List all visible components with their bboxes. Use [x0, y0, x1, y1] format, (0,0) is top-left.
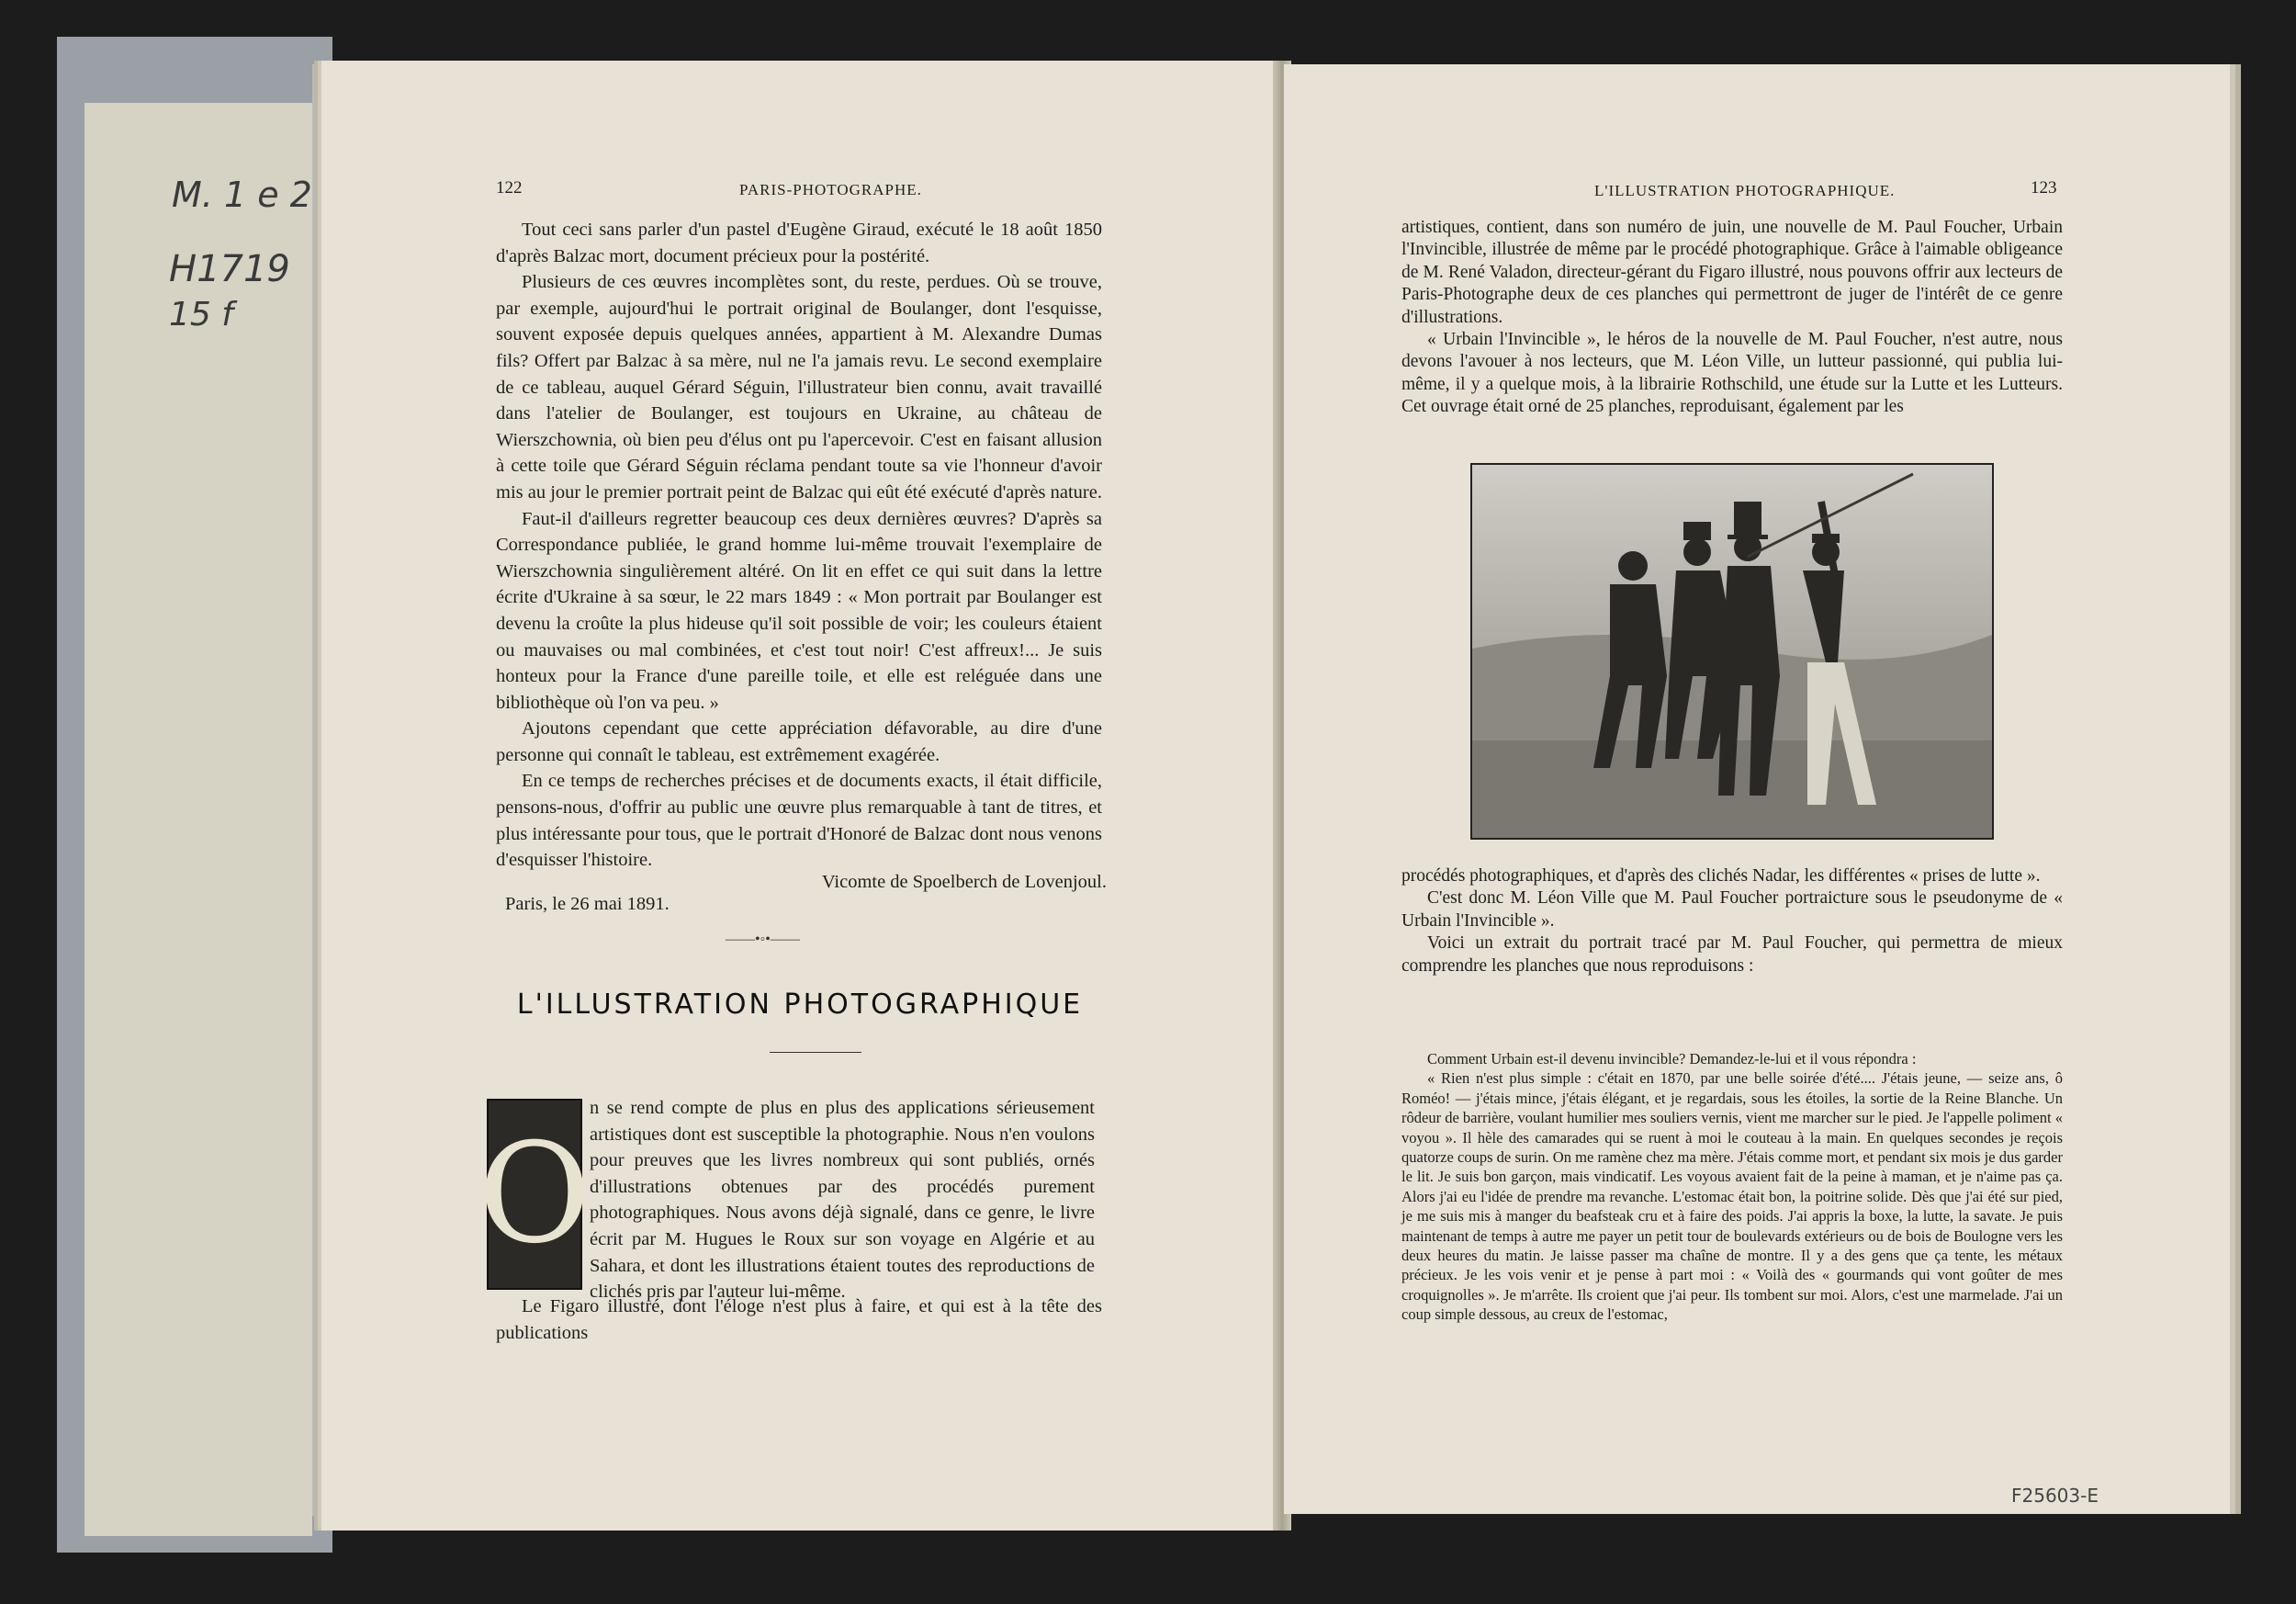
pencil-note-3: 15 f	[169, 296, 233, 333]
wrestling-photograph	[1470, 463, 1994, 840]
page-number-left: 122	[496, 178, 523, 198]
extract-block	[1401, 1049, 2063, 1325]
paragraph: « Urbain l'Invincible », le héros de la nouvelle de M. Paul Foucher, n'est autre, nous devons l'avouer à nos lecteurs, que M. Léon Ville, un lutteur passionné, qui publia lui-même, il y a quelque mois, à la librairie Rothschild, une étude sur la Lutte et les Lutteurs. Cet ouvrage était orné de 25 planches, reproduisant, également par les	[1401, 330, 2063, 417]
paragraph: Voici un extrait du portrait tracé par M. Paul Foucher, qui permettra de mieux comprendre les planches que nous reproduisons :	[1401, 933, 2063, 976]
pencil-note-1: M. 1 e 2	[172, 175, 312, 215]
signature: Vicomte de Spoelberch de Lovenjoul.	[821, 872, 1107, 892]
right-page	[1284, 64, 2230, 1514]
paragraph: Plusieurs de ces œuvres incomplètes sont, du reste, perdues. Où se trouve, par exemple, aujourd'hui le portrait original de Boulanger, dont l'esquisse, souvent exposée depuis quelques années, appartient à M. Alexandre Dumas fils? Offert par Balzac à sa mère, nul ne l'a jamais revu. Le second exemplaire de ce tableau, auquel Gérard Séguin, l'illustrateur bien connu, avait travaillé dans l'atelier de Boulanger, est toujours en Ukraine, au château de Wierszchownia, où bien peu d'élus ont pu l'apercevoir. C'est en faisant allusion à cette toile que Gérard Séguin réclama pendant toute sa vie l'honneur d'avoir mis au jour le premier portrait peint de Balzac qui eût été exécuté d'après nature.	[496, 272, 1102, 503]
cover-flyleaf	[84, 103, 312, 1536]
dateline: Paris, le 26 mai 1891.	[505, 894, 670, 914]
pencil-note-2: H1719	[169, 248, 290, 290]
paragraph: C'est donc M. Léon Ville que M. Paul Foucher portraicture sous le pseudonyme de « Urbain l'Invincible ».	[1401, 888, 2063, 931]
library-stamp: F25603-E	[2011, 1485, 2099, 1507]
section-title: L'ILLUSTRATION PHOTOGRAPHIQUE	[516, 988, 1084, 1021]
paragraph: En ce temps de recherches précises et de documents exacts, il était difficile, pensons-nous, d'offrir au public une œuvre plus remarquable à tant de titres, et plus intéressante pour tous, que le portrait d'Honoré de Balzac dont nous venons d'esquisser l'histoire.	[496, 771, 1102, 871]
paragraph: procédés photographiques, et d'après des clichés Nadar, les différentes « prises de lutte ».	[1401, 866, 2041, 886]
paragraph: Faut-il d'ailleurs regretter beaucoup ces deux dernières œuvres? D'après sa Correspondance publiée, le grand homme lui-même trouvait l'exemplaire de Wierszchownia singulièrement altéré. On lit en effet ce qui suit dans la lettre écrite d'Ukraine à sa sœur, le 22 mars 1849 : « Mon portrait par Boulanger est devenu la croûte la plus hideuse qu'il soit possible de voir; les couleurs étaient ou mauvaises ou mal combinées, et c'est tout noir! C'est affreux!... Je suis honteux pour la France d'une pareille toile, et elle est reléguée dans une bibliothèque où l'on va peu. »	[496, 508, 1102, 713]
paragraph: artistiques, contient, dans son numéro de juin, une nouvelle de M. Paul Foucher, Urbain l'Invincible, illustrée de même par le procédé photographique. Grâce à l'aimable obligeance de M. René Valadon, directeur-gérant du Figaro illustré, nous pouvons offrir aux lecteurs de Paris-Photographe deux de ces planches qui permettront de juger de l'intérêt de ce genre d'illustrations.	[1401, 218, 2063, 327]
right-body-mid	[1401, 865, 2063, 977]
dropcap-illustration: O	[487, 1099, 582, 1290]
page-number-right: 123	[2031, 178, 2057, 198]
paragraph: Ajoutons cependant que cette appréciation défavorable, au dire d'une personne qui connaît le tableau, est extrêmement exagérée.	[496, 718, 1102, 765]
paragraph: Tout ceci sans parler d'un pastel d'Eugène Giraud, exécuté le 18 août 1850 d'après Balzac mort, document précieux pour la postérité.	[496, 220, 1102, 266]
title-underline	[770, 1052, 861, 1053]
ornament-divider: ——•◦•——	[726, 932, 800, 947]
section-paragraph: n se rend compte de plus en plus des applications sérieusement artistiques dont est susceptible la photographie. Nous n'en voulons pour preuves que les livres nombreux qui sont publiés, ornés d'illustrations obtenues par des procédés purement photographiques. Nous avons déjà signalé, dans ce genre, le livre écrit par M. Hugues le Roux sur son voyage en Algérie et au Sahara, et dont les illustrations étaient toutes des reproductions de clichés pris par l'auteur lui-même.	[590, 1098, 1095, 1303]
running-head-right: L'ILLUSTRATION PHOTOGRAPHIQUE.	[1594, 182, 1896, 199]
left-page	[321, 61, 1278, 1531]
running-head-left: PARIS-PHOTOGRAPHE.	[739, 181, 922, 198]
extract-paragraph: Comment Urbain est-il devenu invincible? Demandez-le-lui et il vous répondra :	[1427, 1050, 1917, 1067]
photo-scene	[1472, 465, 1992, 838]
left-body	[496, 217, 1102, 874]
last-line: Le Figaro illustré, dont l'éloge n'est plus à faire, et qui est à la tête des publications	[496, 1296, 1102, 1343]
right-body-top	[1401, 217, 2063, 419]
extract-paragraph: « Rien n'est plus simple : c'était en 1870, par une belle soirée d'été.... J'étais jeune, — seize ans, ô Roméo! — j'étais mince, j'étais élégant, et je regardais, sous les étoiles, la sortie de la Reine Blanche. Un rôdeur de barrière, voulant humilier mes souliers vernis, vient me marcher sur le pied. Je l'appelle poliment « voyou ». Il hèle des camarades qui se ruent à moi le couteau à la main. En quelques secondes je reçois quatorze coups de surin. On me ramène chez ma mère. J'étais comme mort, et pendant six mois je dus garder le lit. Je suis bon garçon, mais vindicatif. Les voyous avaient fait de la peine à maman, et je n'aime pas ça. Alors j'ai eu l'idée de prendre ma revanche. L'estomac était bon, la poitrine solide. Dès que j'ai été sur pied, je me suis mis à manger du beafsteak cru et à faire des poids. J'ai appris la boxe, la lutte, la savate. Je puis maintenant de temps à autre me payer un petit tour de boulevards extérieurs ou de bois de Boulogne vers les deux heures du matin. Je laisse passer ma chaîne de montre. Il y a des gens que ça tente, les métaux précieux. Je les vois venir et je pense à part moi : « Voilà des « gourmands qui vont goûter de mes croquignolles ». Je m'arrête. Ils croient que j'ai peur. Ils tombent sur moi. Alors, c'est une marmelade. J'ai un coup simple dessous, au creux de l'estomac,	[1401, 1069, 2063, 1324]
